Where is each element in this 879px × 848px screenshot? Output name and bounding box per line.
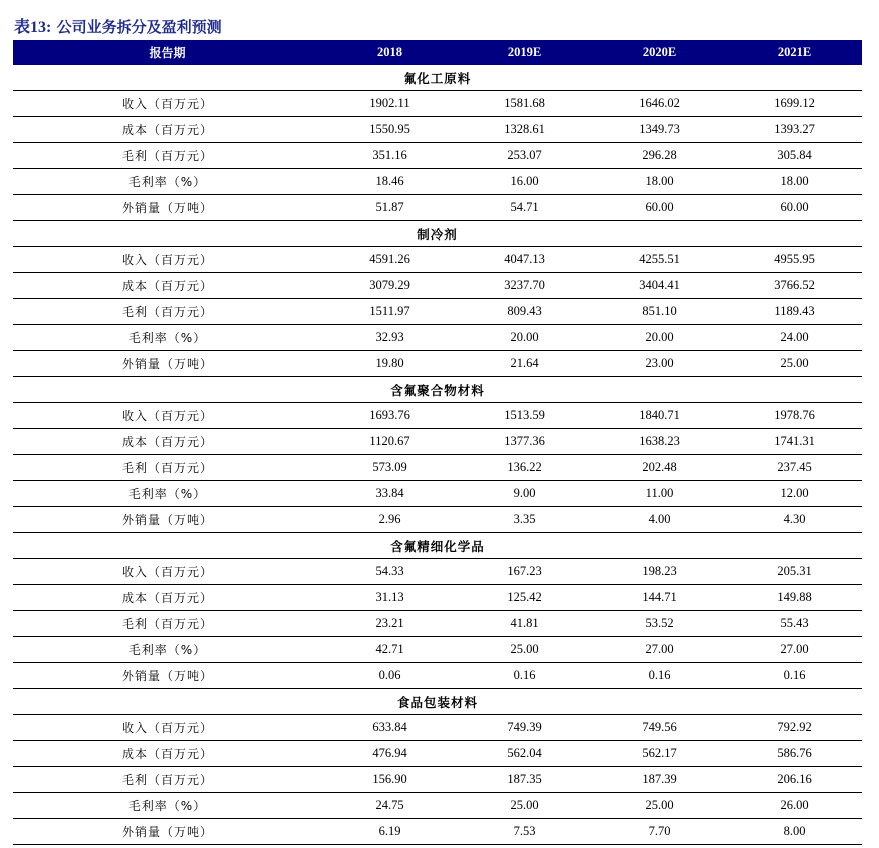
section-row (13, 221, 862, 247)
value-cell: 1978.76 (727, 403, 862, 429)
header-2019e: 2019E (457, 40, 592, 65)
value-cell: 18.00 (592, 169, 727, 195)
value-cell: 144.71 (592, 585, 727, 611)
table-row (13, 611, 862, 637)
row-label: 毛利（百万元） (13, 767, 322, 793)
value-cell: 1511.97 (322, 299, 457, 325)
value-cell: 1699.12 (727, 91, 862, 117)
header-2021e: 2021E (727, 40, 862, 65)
value-cell: 206.16 (727, 767, 862, 793)
value-cell: 8.00 (727, 819, 862, 845)
value-cell: 7.70 (592, 819, 727, 845)
value-cell: 4255.51 (592, 247, 727, 273)
table-row (13, 299, 862, 325)
value-cell: 60.00 (592, 195, 727, 221)
section-title: 制冷剂 (13, 221, 862, 247)
table-row (13, 637, 862, 663)
value-cell: 1120.67 (322, 429, 457, 455)
header-period: 报告期 (13, 40, 322, 65)
table-row (13, 819, 862, 845)
value-cell: 0.16 (457, 663, 592, 689)
header-2018: 2018 (322, 40, 457, 65)
value-cell: 11.00 (592, 481, 727, 507)
section-row (13, 689, 862, 715)
row-label: 外销量（万吨） (13, 507, 322, 533)
value-cell: 20.00 (457, 325, 592, 351)
section-title: 食品包装材料 (13, 689, 862, 715)
forecast-table (13, 40, 862, 845)
table-number: 表13: (14, 19, 52, 36)
value-cell: 25.00 (592, 793, 727, 819)
table-row (13, 455, 862, 481)
value-cell: 7.53 (457, 819, 592, 845)
table-row (13, 195, 862, 221)
table-caption: 公司业务拆分及盈利预测 (56, 18, 222, 36)
value-cell: 0.16 (727, 663, 862, 689)
header-2020e: 2020E (592, 40, 727, 65)
value-cell: 198.23 (592, 559, 727, 585)
value-cell: 253.07 (457, 143, 592, 169)
value-cell: 4.30 (727, 507, 862, 533)
value-cell: 26.00 (727, 793, 862, 819)
row-label: 毛利（百万元） (13, 143, 322, 169)
value-cell: 25.00 (727, 351, 862, 377)
value-cell: 125.42 (457, 585, 592, 611)
table-row (13, 741, 862, 767)
row-label: 毛利（百万元） (13, 611, 322, 637)
table-row (13, 429, 862, 455)
header-row (13, 40, 862, 65)
value-cell: 1840.71 (592, 403, 727, 429)
value-cell: 749.39 (457, 715, 592, 741)
table-row (13, 273, 862, 299)
table-row (13, 403, 862, 429)
table-row (13, 767, 862, 793)
value-cell: 4047.13 (457, 247, 592, 273)
row-label: 收入（百万元） (13, 91, 322, 117)
value-cell: 0.16 (592, 663, 727, 689)
table-row (13, 351, 862, 377)
value-cell: 24.00 (727, 325, 862, 351)
value-cell: 12.00 (727, 481, 862, 507)
row-label: 外销量（万吨） (13, 351, 322, 377)
value-cell: 1393.27 (727, 117, 862, 143)
value-cell: 32.93 (322, 325, 457, 351)
row-label: 外销量（万吨） (13, 663, 322, 689)
table-row (13, 247, 862, 273)
row-label: 外销量（万吨） (13, 195, 322, 221)
value-cell: 3237.70 (457, 273, 592, 299)
value-cell: 156.90 (322, 767, 457, 793)
value-cell: 1693.76 (322, 403, 457, 429)
value-cell: 792.92 (727, 715, 862, 741)
row-label: 毛利率（%） (13, 325, 322, 351)
value-cell: 851.10 (592, 299, 727, 325)
row-label: 外销量（万吨） (13, 819, 322, 845)
value-cell: 41.81 (457, 611, 592, 637)
value-cell: 3.35 (457, 507, 592, 533)
value-cell: 53.52 (592, 611, 727, 637)
value-cell: 809.43 (457, 299, 592, 325)
value-cell: 27.00 (592, 637, 727, 663)
table-row (13, 793, 862, 819)
row-label: 收入（百万元） (13, 403, 322, 429)
row-label: 收入（百万元） (13, 247, 322, 273)
value-cell: 1741.31 (727, 429, 862, 455)
value-cell: 205.31 (727, 559, 862, 585)
value-cell: 19.80 (322, 351, 457, 377)
value-cell: 18.00 (727, 169, 862, 195)
value-cell: 562.17 (592, 741, 727, 767)
value-cell: 1581.68 (457, 91, 592, 117)
value-cell: 1550.95 (322, 117, 457, 143)
value-cell: 23.00 (592, 351, 727, 377)
value-cell: 23.21 (322, 611, 457, 637)
value-cell: 31.13 (322, 585, 457, 611)
table-row (13, 481, 862, 507)
row-label: 成本（百万元） (13, 585, 322, 611)
value-cell: 20.00 (592, 325, 727, 351)
value-cell: 351.16 (322, 143, 457, 169)
value-cell: 4.00 (592, 507, 727, 533)
value-cell: 18.46 (322, 169, 457, 195)
section-row (13, 533, 862, 559)
table-row (13, 143, 862, 169)
value-cell: 1377.36 (457, 429, 592, 455)
value-cell: 6.19 (322, 819, 457, 845)
value-cell: 16.00 (457, 169, 592, 195)
value-cell: 586.76 (727, 741, 862, 767)
table-row (13, 507, 862, 533)
table-row (13, 663, 862, 689)
row-label: 成本（百万元） (13, 117, 322, 143)
section-row (13, 65, 862, 91)
section-title: 氟化工原料 (13, 65, 862, 91)
value-cell: 27.00 (727, 637, 862, 663)
value-cell: 25.00 (457, 793, 592, 819)
value-cell: 9.00 (457, 481, 592, 507)
value-cell: 4591.26 (322, 247, 457, 273)
value-cell: 0.06 (322, 663, 457, 689)
value-cell: 562.04 (457, 741, 592, 767)
value-cell: 1638.23 (592, 429, 727, 455)
value-cell: 296.28 (592, 143, 727, 169)
value-cell: 1189.43 (727, 299, 862, 325)
value-cell: 1646.02 (592, 91, 727, 117)
value-cell: 573.09 (322, 455, 457, 481)
value-cell: 633.84 (322, 715, 457, 741)
value-cell: 42.71 (322, 637, 457, 663)
row-label: 毛利率（%） (13, 481, 322, 507)
value-cell: 305.84 (727, 143, 862, 169)
table-row (13, 559, 862, 585)
section-title: 含氟聚合物材料 (13, 377, 862, 403)
value-cell: 60.00 (727, 195, 862, 221)
table-title (14, 14, 222, 38)
value-cell: 24.75 (322, 793, 457, 819)
value-cell: 1328.61 (457, 117, 592, 143)
table-body (13, 65, 862, 845)
value-cell: 21.64 (457, 351, 592, 377)
row-label: 成本（百万元） (13, 273, 322, 299)
value-cell: 187.39 (592, 767, 727, 793)
value-cell: 167.23 (457, 559, 592, 585)
row-label: 成本（百万元） (13, 429, 322, 455)
value-cell: 25.00 (457, 637, 592, 663)
value-cell: 749.56 (592, 715, 727, 741)
value-cell: 2.96 (322, 507, 457, 533)
value-cell: 1513.59 (457, 403, 592, 429)
table-row (13, 715, 862, 741)
table-row (13, 169, 862, 195)
row-label: 毛利（百万元） (13, 455, 322, 481)
value-cell: 3766.52 (727, 273, 862, 299)
value-cell: 55.43 (727, 611, 862, 637)
value-cell: 54.33 (322, 559, 457, 585)
section-title: 含氟精细化学品 (13, 533, 862, 559)
row-label: 毛利率（%） (13, 793, 322, 819)
table-row (13, 117, 862, 143)
row-label: 毛利率（%） (13, 169, 322, 195)
value-cell: 476.94 (322, 741, 457, 767)
value-cell: 3404.41 (592, 273, 727, 299)
value-cell: 187.35 (457, 767, 592, 793)
row-label: 成本（百万元） (13, 741, 322, 767)
row-label: 收入（百万元） (13, 559, 322, 585)
value-cell: 1349.73 (592, 117, 727, 143)
value-cell: 51.87 (322, 195, 457, 221)
value-cell: 33.84 (322, 481, 457, 507)
table-row (13, 325, 862, 351)
table-row (13, 585, 862, 611)
row-label: 毛利率（%） (13, 637, 322, 663)
value-cell: 149.88 (727, 585, 862, 611)
value-cell: 54.71 (457, 195, 592, 221)
row-label: 毛利（百万元） (13, 299, 322, 325)
value-cell: 3079.29 (322, 273, 457, 299)
row-label: 收入（百万元） (13, 715, 322, 741)
value-cell: 237.45 (727, 455, 862, 481)
value-cell: 1902.11 (322, 91, 457, 117)
section-row (13, 377, 862, 403)
value-cell: 136.22 (457, 455, 592, 481)
value-cell: 4955.95 (727, 247, 862, 273)
table-row (13, 91, 862, 117)
value-cell: 202.48 (592, 455, 727, 481)
